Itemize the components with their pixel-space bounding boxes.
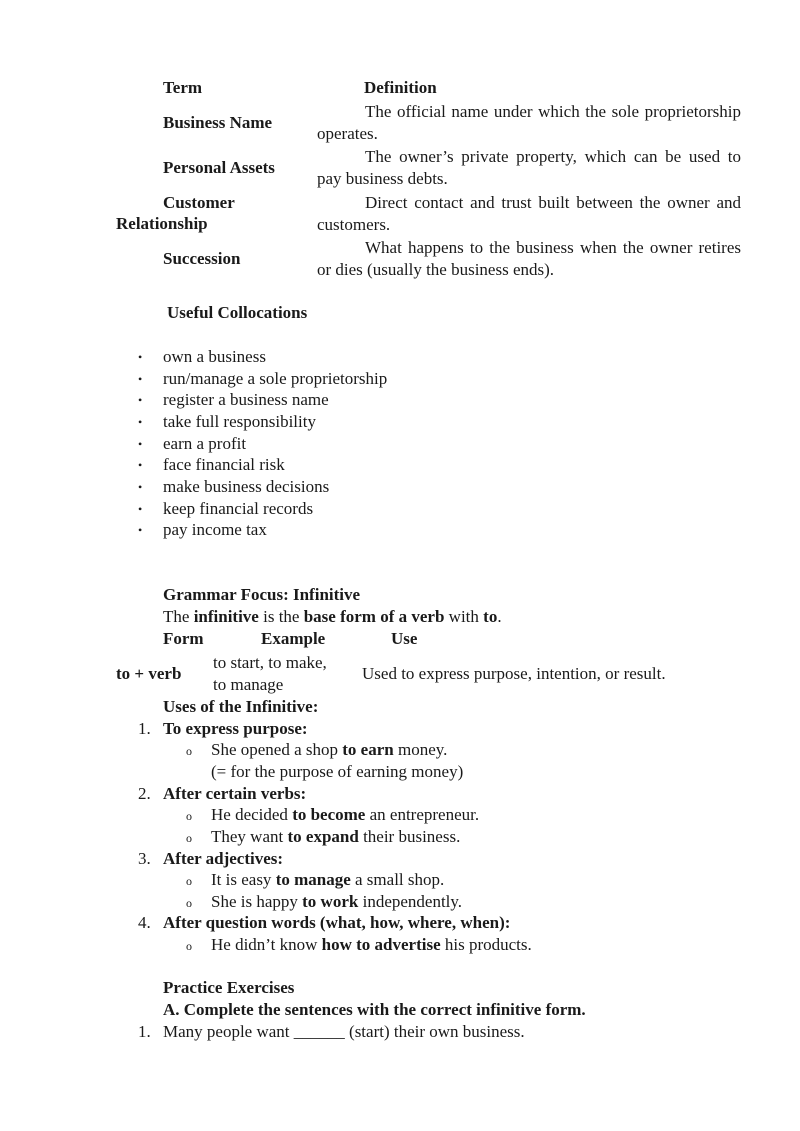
circle-bullet-icon: o	[186, 744, 192, 758]
use-number: 4.	[138, 913, 151, 932]
infinitive-example-line2: to manage	[213, 675, 284, 694]
infinitive-example-line1: to start, to make,	[213, 653, 327, 672]
use-title: After question words (what, how, where, when):	[163, 913, 511, 932]
bullet-icon: •	[138, 458, 143, 472]
bullet-icon: •	[138, 393, 143, 407]
bullet-icon: •	[138, 437, 143, 451]
circle-bullet-icon: o	[186, 896, 192, 910]
term-succession: Succession	[163, 249, 241, 268]
collocation-item: take full responsibility	[163, 412, 316, 431]
use-number: 1.	[138, 719, 151, 738]
use-title: After adjectives:	[163, 849, 284, 868]
collocation-item: earn a profit	[163, 434, 247, 453]
collocation-item: make business decisions	[163, 477, 330, 496]
term-business-name: Business Name	[163, 113, 273, 132]
practice-title: Practice Exercises	[163, 978, 295, 997]
bullet-icon: •	[138, 372, 143, 386]
infinitive-header-form: Form	[163, 629, 204, 648]
circle-bullet-icon: o	[186, 874, 192, 888]
definition-customer-relationship: Direct contact and trust built between the owner and customers.	[317, 193, 741, 234]
bullet-icon: •	[138, 350, 143, 364]
use-example: They want to expand their business.	[211, 827, 461, 846]
terms-header-definition: Definition	[364, 78, 437, 97]
circle-bullet-icon: o	[186, 939, 192, 953]
collocation-item: pay income tax	[163, 520, 267, 539]
definition-business-name: The official name under which the sole proprietorship operates.	[317, 102, 741, 143]
collocations-title: Useful Collocations	[167, 303, 308, 322]
use-number: 3.	[138, 849, 151, 868]
bullet-icon: •	[138, 502, 143, 516]
circle-bullet-icon: o	[186, 831, 192, 845]
infinitive-form: to + verb	[116, 664, 182, 683]
use-example: He decided to become an entrepreneur.	[211, 805, 480, 824]
use-title: To express purpose:	[163, 719, 308, 738]
use-note: (= for the purpose of earning money)	[211, 762, 464, 781]
infinitive-header-example: Example	[261, 629, 326, 648]
grammar-intro: The infinitive is the base form of a verb with to.	[163, 607, 502, 626]
circle-bullet-icon: o	[186, 809, 192, 823]
term-personal-assets: Personal Assets	[163, 158, 275, 177]
infinitive-use: Used to express purpose, intention, or result.	[362, 664, 666, 683]
collocation-item: register a business name	[163, 390, 329, 409]
practice-question: Many people want ______ (start) their own business.	[163, 1022, 525, 1041]
use-example: It is easy to manage a small shop.	[211, 870, 445, 889]
definition-succession: What happens to the business when the owner retires or dies (usually the business ends).	[317, 238, 741, 279]
terms-header-term: Term	[163, 78, 203, 97]
use-number: 2.	[138, 784, 151, 803]
definition-personal-assets: The owner’s private property, which can be used to pay business debts.	[317, 147, 741, 188]
use-example: She is happy to work independently.	[211, 892, 463, 911]
bullet-icon: •	[138, 523, 143, 537]
collocation-item: face financial risk	[163, 455, 285, 474]
collocation-item: run/manage a sole proprietorship	[163, 369, 388, 388]
collocation-item: own a business	[163, 347, 266, 366]
bullet-icon: •	[138, 480, 143, 494]
infinitive-header-use: Use	[391, 629, 418, 648]
practice-section-a: A. Complete the sentences with the correct infinitive form.	[163, 1000, 586, 1019]
use-title: After certain verbs:	[163, 784, 307, 803]
use-example: She opened a shop to earn money.	[211, 740, 448, 759]
answer-blank: ______	[293, 1022, 345, 1041]
bullet-icon: •	[138, 415, 143, 429]
uses-title: Uses of the Infinitive:	[163, 697, 319, 716]
grammar-title: Grammar Focus: Infinitive	[163, 585, 361, 604]
question-number: 1.	[138, 1022, 151, 1041]
collocation-item: keep financial records	[163, 499, 314, 518]
term-customer-relationship-line2: Relationship	[116, 214, 208, 233]
use-example: He didn’t know how to advertise his products.	[211, 935, 532, 954]
term-customer-relationship-line1: Customer	[163, 193, 235, 212]
